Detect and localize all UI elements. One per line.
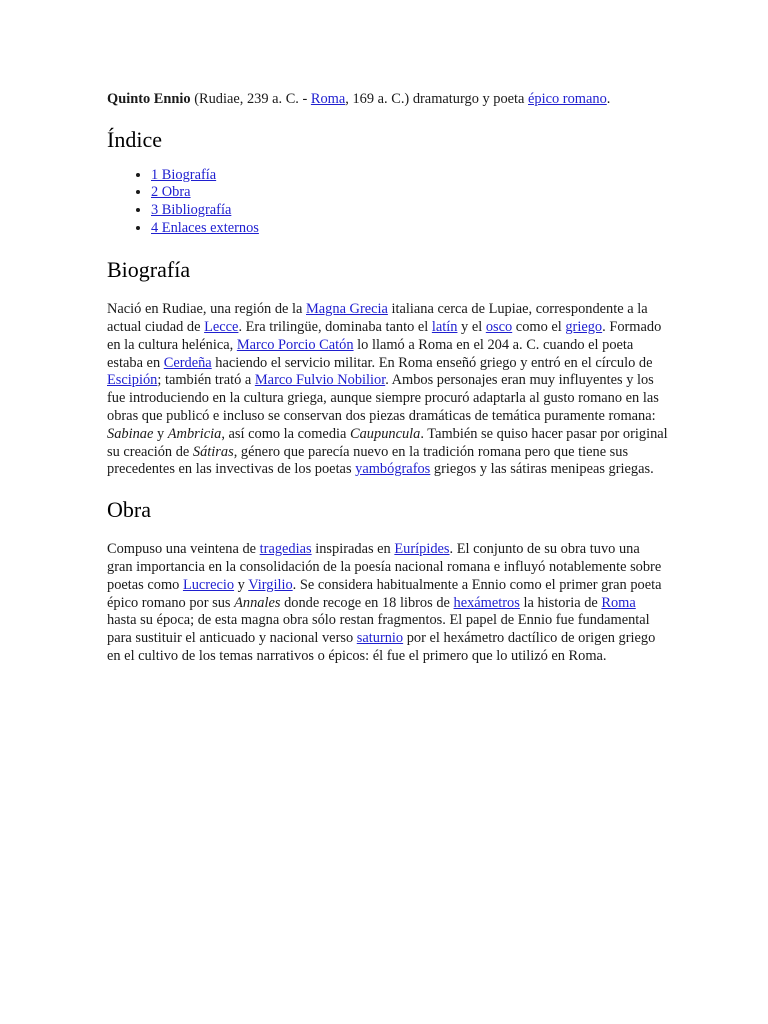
table-of-contents (107, 167, 668, 237)
link-marco-porcio-caton[interactable]: Marco Porcio Catón (236, 336, 354, 353)
body-text: como el (512, 318, 566, 335)
link-hexametros[interactable]: hexámetros (453, 594, 520, 611)
link-lecce[interactable]: Lecce (204, 318, 239, 335)
toc-heading: Índice (107, 126, 162, 152)
body-text: . Formado en la cultura helénica, (107, 318, 662, 353)
toc-item (151, 202, 668, 220)
subject-name: Quinto Ennio (107, 91, 191, 107)
body-text: y (234, 576, 249, 593)
section-heading-obra: Obra (107, 497, 151, 523)
body-text: . También se quiso hacer pasar por original su creación de (107, 425, 668, 460)
toc-item (151, 167, 668, 185)
intro-paragraph (107, 91, 668, 109)
link-lucrecio[interactable]: Lucrecio (182, 576, 235, 593)
body-text: lo llamó a Roma en el 204 a. C. cuando el poeta estaba en (107, 336, 634, 371)
link-yambografos[interactable]: yambógrafos (355, 461, 431, 478)
intro-text: (Rudiae, 239 a. C. - (190, 91, 311, 107)
work-title: Sabinae (107, 425, 154, 442)
body-text: hasta su época; de esta magna obra sólo restan fragmentos. El papel de Ennio fue fundamental para sustituir el anticuado y nacional verso (107, 612, 650, 647)
toc-link-biografia[interactable]: 1 Biografía (151, 166, 217, 183)
body-text: griegos y las sátiras menipeas griegas. (430, 461, 654, 478)
body-text: . Ambos personajes eran muy influyentes y los fue introduciendo en la cultura griega, aunque siempre procuró adaptarla al gusto romano en las obras que publicó e incluso se conservan dos piezas dramáticas de temática puramente romana: (107, 372, 659, 424)
link-cerdena[interactable]: Cerdeña (163, 354, 212, 371)
work-title: Sátiras (192, 443, 234, 460)
link-epico-romano[interactable]: épico romano (528, 91, 607, 107)
body-text: la historia de (519, 594, 602, 611)
body-text: y (153, 425, 168, 442)
link-saturnio[interactable]: saturnio (356, 630, 404, 647)
body-text: . Era trilingüe, dominaba tanto el (238, 318, 432, 335)
body-text: haciendo el servicio militar. En Roma enseñó griego y entró en el círculo de (211, 354, 653, 371)
link-roma[interactable]: Roma (601, 594, 636, 611)
link-escipion[interactable]: Escipión (107, 372, 158, 389)
section-heading-biografia: Biografía (107, 257, 191, 283)
toc-link-bibliografia[interactable]: 3 Bibliografía (151, 201, 232, 218)
body-text: . El conjunto de su obra tuvo una gran importancia en la consolidación de la poesía nacional romana e influyó notablemente sobre poetas como (107, 541, 662, 593)
intro-text: . (606, 91, 611, 107)
body-text: inspiradas en (311, 541, 395, 558)
body-text: Nació en Rudiae, una región de la (107, 301, 306, 318)
body-text: , así como la comedia (221, 425, 351, 442)
body-text: italiana cerca de Lupiae, correspondente a la actual ciudad de (107, 301, 648, 335)
link-osco[interactable]: osco (485, 318, 513, 335)
work-title: Annales (234, 594, 281, 611)
link-roma[interactable]: Roma (310, 91, 346, 107)
work-title: Ambricia (167, 425, 222, 442)
toc-link-enlaces-externos[interactable]: 4 Enlaces externos (151, 219, 259, 236)
body-text: . Se considera habitualmente a Ennio como el primer gran poeta épico romano por sus (107, 576, 662, 611)
link-euripides[interactable]: Eurípides (394, 541, 450, 558)
toc-item (151, 184, 668, 202)
link-marco-fulvio-nobilior[interactable]: Marco Fulvio Nobilior (254, 372, 386, 389)
intro-text: , 169 a. C.) dramaturgo y poeta (345, 91, 529, 107)
body-text: Compuso una veintena de (107, 541, 260, 558)
biografia-paragraph (107, 301, 668, 479)
link-latin[interactable]: latín (431, 318, 458, 335)
body-text: donde recoge en 18 libros de (280, 594, 454, 611)
body-text: ; también trató a (157, 372, 255, 389)
link-tragedias[interactable]: tragedias (259, 541, 312, 558)
toc-item (151, 220, 668, 238)
link-griego[interactable]: griego (565, 318, 603, 335)
toc-link-obra[interactable]: 2 Obra (151, 184, 191, 201)
body-text: y el (457, 318, 486, 335)
obra-paragraph (107, 541, 668, 666)
body-text: por el hexámetro dactílico de origen griego en el cultivo de los temas narrativos o épicos: él fue el primero que lo utilizó en Roma. (107, 630, 656, 664)
link-virgilio[interactable]: Virgilio (248, 576, 293, 593)
body-text: , género que parecía nuevo en la tradición romana pero que tiene sus precedentes en las invectivas de los poetas (107, 443, 629, 478)
link-magna-grecia[interactable]: Magna Grecia (306, 301, 388, 318)
work-title: Caupuncula (350, 425, 421, 442)
